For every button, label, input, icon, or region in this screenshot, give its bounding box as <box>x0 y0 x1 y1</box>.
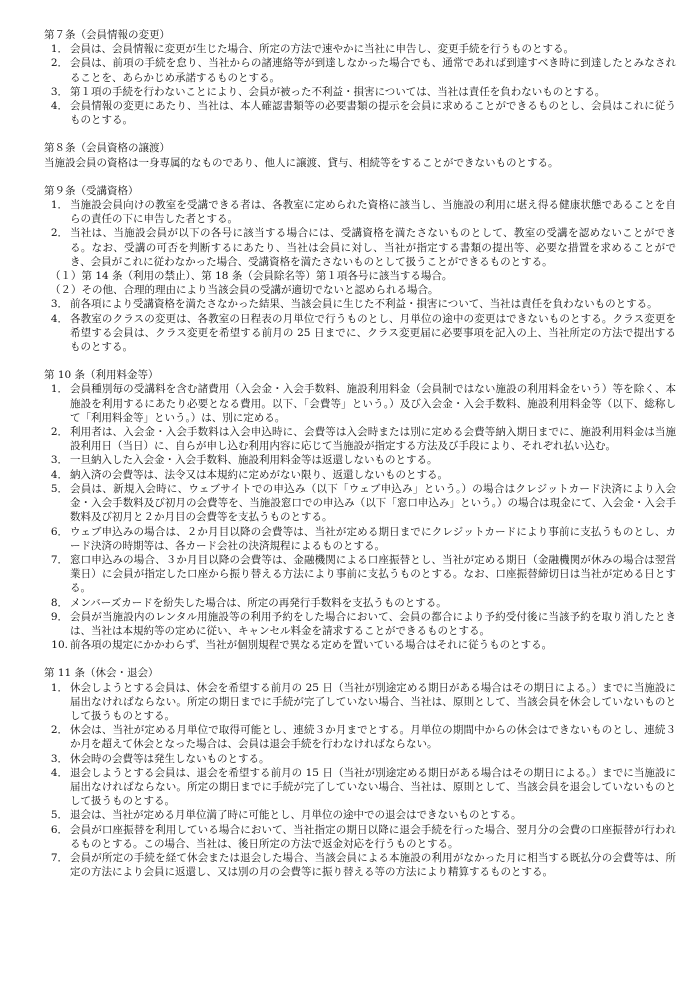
clause-text: 会員情報の変更にあたり、当社は、本人確認書類等の必要書類の提示を会員に求めることができるものとし、会員はこれに従うものとする。 <box>70 100 676 127</box>
clause <box>44 99 676 127</box>
clause-number: 3． <box>50 454 68 467</box>
clause-text: 会員は、新規入会時に、ウェブサイトでの申込み（以下「ウェブ申込み」という。）の場合はクレジットカード決済により入会金・入会手数料及び初月の会費等を、当施設窓口での申込み（以下「窓口申込み」という。）の場合は現金にて、入会金・入会手数料及び初月と２か月目の会費等を支払うものとする。 <box>70 482 676 524</box>
clause-number: 4． <box>50 100 68 113</box>
clause-text: 第１項の手続を行わないことにより、会員が被った不利益・損害については、当社は責任を負わないものとする。 <box>70 85 606 98</box>
clause-text: 会員は、前項の手続を怠り、当社からの諸連絡等が到達しなかった場合でも、通常であれば到達すべき時に到達したとみなされることを、あらかじめ承諾するものとする。 <box>70 57 676 84</box>
clause-text: 休会は、当社が定める月単位で取得可能とし、連続３か月までとする。月単位の期間中からの休会はできないものとし、連続３か月を超えて休会となった場合は、会員は退会手続を行わなければならない。 <box>70 724 676 751</box>
clause-text: ウェブ申込みの場合は、２か月目以降の会費等は、当社が定める期日までにクレジットカードにより事前に支払うものとし、カード決済の時期等は、各カード会社の決済規程によるものとする。 <box>70 525 676 552</box>
clause-number: 1． <box>50 681 68 694</box>
clause <box>44 85 676 99</box>
clause-number: 1． <box>50 383 68 396</box>
clause-number: 10. <box>51 639 68 652</box>
clause <box>44 610 676 638</box>
clause <box>44 312 676 355</box>
clause <box>44 553 676 596</box>
clause-text: 退会しようとする会員は、退会を希望する前月の 15 日（当社が別途定める期日がある場合はその期日による。）までに当施設に届出なければならない。所定の期日までに手続が完了していない場合、当社は、原則として、当該会員を退会していないものとして扱うものとする。 <box>70 766 676 808</box>
clause-text: メンバーズカードを紛失した場合は、所定の再発行手数料を支払うものとする。 <box>70 596 447 609</box>
clause <box>44 723 676 751</box>
clause-number: 4． <box>50 468 68 481</box>
clause <box>44 297 676 311</box>
clause <box>44 198 676 226</box>
clause-text: 各教室のクラスの変更は、各教室の日程表の月単位で行うものとし、月単位の途中の変更はできないものとする。クラス変更を希望する会員は、クラス変更を希望する前月の 25 日までに、クラス変更届に必要事項を記入の上、当社所定の方法で提出するものとする。 <box>70 312 676 354</box>
clause-number: 8． <box>50 596 68 609</box>
clause-number: 2． <box>50 724 68 737</box>
article-7 <box>44 28 676 127</box>
article-10 <box>44 368 676 652</box>
sub-clause: （２）その他、合理的理由により当該会員の受講が適切でないと認められる場合。 <box>50 284 439 297</box>
clause-text: 前各項により受講資格を満たさなかった結果、当該会員に生じた不利益・損害について、当社は責任を負わないものとする。 <box>70 298 658 311</box>
clause <box>44 425 676 453</box>
clause-text: 退会は、当社が定める月単位満了時に可能とし、月単位の途中での退会はできないものとする。 <box>70 809 522 822</box>
clause-number: 4． <box>50 766 68 779</box>
terms-document <box>44 28 676 893</box>
clause <box>44 42 676 56</box>
clause <box>44 56 676 84</box>
article-heading: 第９条（受講資格） <box>44 184 139 197</box>
clause-number: 3． <box>50 298 68 311</box>
clause <box>44 823 676 851</box>
clause-text: 休会しようとする会員は、休会を希望する前月の 25 日（当社が別途定める期日がある場合はその期日による。）までに当施設に届出なければならない。所定の期日までに手続が完了していない場合、当社は、原則として、当該会員を休会していないものとして扱うものとする。 <box>70 681 676 722</box>
clause <box>44 851 676 879</box>
clause <box>44 525 676 553</box>
clause <box>44 681 676 724</box>
clause-number: 7． <box>50 553 68 566</box>
article-heading: 第８条（会員資格の譲渡） <box>44 142 170 155</box>
clause-number: 1． <box>50 199 68 212</box>
article-11 <box>44 666 676 879</box>
clause-number: 7． <box>50 851 68 864</box>
clause-text: 利用者は、入会金・入会手数料は入会申込時に、会費等は入会時または別に定める会費等納入期日までに、施設利用料金は当施設利用日（当日）に、自らが申し込む利用内容に応じて当施設が指定する方法及び手段により、それぞれ払い込む。 <box>70 426 676 453</box>
clause-text: 当社は、当施設会員が以下の各号に該当する場合には、受講資格を満たさないものとして、教室の受講を認めないことができる。なお、受講の可否を判断するにあたり、当社は会員に対し、当社が指定する書類の提出等、必要な措置を求めることができ、会員がこれに従わなかった場合、受講資格を満たさないものとして扱うことができるものとする。 <box>70 227 676 268</box>
clause-number: 5． <box>50 809 68 822</box>
clause-text: 休会時の会費等は発生しないものとする。 <box>70 752 270 765</box>
clause-number: 3． <box>50 85 68 98</box>
clause-text: 会員種別毎の受講料を含む諸費用（入会金・入会手数料、施設利用料金（会員制ではない施設の利用料金をいう）等を除く、本施設を利用するにあたり必要となる費用。以下、「会費等」という。）及び入会金・入会手数料、施設利用料金等（以下、総称して「利用料金等」という。）は、別に定める。 <box>70 383 676 424</box>
sub-clause: （１）第 14 条（利用の禁止）、第 18 条（会員除名等）第１項各号に該当する場合。 <box>50 270 453 283</box>
clause-number: 1． <box>50 43 68 56</box>
article-heading: 第 11 条（休会・退会） <box>44 667 159 680</box>
article-8 <box>44 141 676 169</box>
clause-number: 5． <box>50 482 68 495</box>
clause-number: 2． <box>50 57 68 70</box>
clause <box>44 453 676 467</box>
article-body: 当施設会員の資格は一身専属的なものであり、他人に譲渡、貸与、相続等をすることができないものとする。 <box>44 156 559 169</box>
article-9 <box>44 184 676 354</box>
clause-number: 4． <box>50 312 68 325</box>
clause-number: 9． <box>50 610 68 623</box>
clause <box>44 638 676 652</box>
clause-number: 2． <box>50 227 68 240</box>
clause <box>44 468 676 482</box>
clause-text: 当施設会員向けの教室を受講できる者は、各教室に定められた資格に該当し、当施設の利用に堪え得る健康状態であることを自らの責任の下に申告した者とする。 <box>70 199 676 226</box>
clause-text: 前各項の規定にかかわらず、当社が個別規程で異なる定めを置いている場合はそれに従うものとする。 <box>70 639 553 652</box>
clause-number: 6． <box>50 525 68 538</box>
clause <box>44 226 676 269</box>
article-heading: 第 10 条（利用料金等） <box>44 369 159 382</box>
clause-number: 6． <box>50 823 68 836</box>
clause <box>44 808 676 822</box>
article-heading: 第７条（会員情報の変更） <box>44 29 170 41</box>
clause-text: 会員が口座振替を利用している場合において、当社指定の期日以降に退会手続を行った場合、翌月分の会費の口座振替が行われるものとする。この場合、当社は、後日所定の方法で返金対応を行うものとする。 <box>70 823 676 850</box>
clause-text: 一旦納入した入会金・入会手数料、施設利用料金等は返還しないものとする。 <box>70 454 438 467</box>
clause <box>44 382 676 425</box>
clause-text: 納入済の会費等は、法令又は本規約に定めがない限り、返還しないものとする。 <box>70 468 448 481</box>
clause-text: 会員が当施設内のレンタル用施設等の利用予約をした場合において、会員の都合により予約受付後に当該予約を取り消したときは、当社は本規約等の定めに従い、キャンセル料金を請求することができるものとする。 <box>70 610 676 637</box>
clause-number: 3． <box>50 752 68 765</box>
clause-text: 会員は、会員情報に変更が生じた場合、所定の方法で速やかに当社に申告し、変更手続を行うものとする。 <box>70 43 574 56</box>
clause-number: 2． <box>50 426 68 439</box>
clause <box>44 596 676 610</box>
clause <box>44 766 676 809</box>
clause-text: 窓口申込みの場合、３か月目以降の会費等は、金融機関による口座振替とし、当社が定める期日（金融機関が休みの場合は翌営業日）に会員が指定した口座から振り替える方法により事前に支払うものとする。なお、口座振替締切日は当社が定める日とする。 <box>70 553 676 595</box>
clause <box>44 752 676 766</box>
clause <box>44 482 676 525</box>
clause-text: 会員が所定の手続を経て休会または退会した場合、当該会員による本施設の利用がなかった月に相当する既払分の会費等は、所定の方法により会員に返還し、又は別の月の会費等に振り替える等の方法により精算するものとする。 <box>70 851 676 879</box>
